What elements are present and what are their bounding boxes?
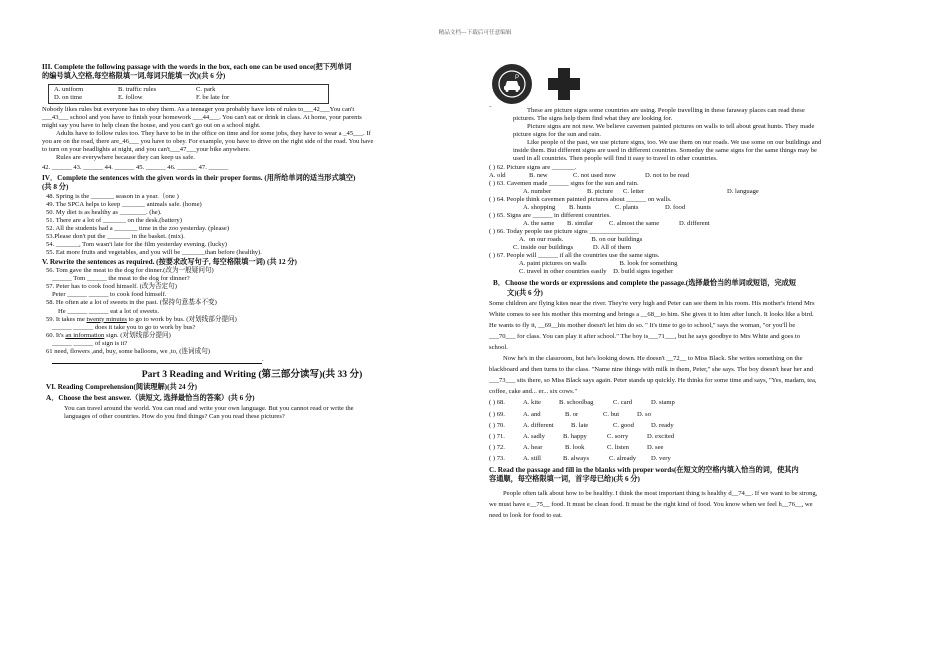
option-row[interactable]: A. on our roads. B. on our buildings <box>519 236 643 244</box>
option[interactable]: B. picture <box>587 188 614 196</box>
question-item: 56. Tom gave the meat to the dog for dinner.(改为一般疑问句) <box>46 267 214 275</box>
option[interactable]: C. sorry <box>607 432 629 440</box>
passage-line: to turn on your headlights at night, and you can't___47___your bike anywhere. <box>42 145 251 153</box>
question-item[interactable]: 52. All the students had a _______ time in the zoo yesterday. (please) <box>46 224 230 232</box>
section-5-title: V. Rewrite the sentences as required. (按要求改写句子, 每空格限填一词) (共 12 分) <box>42 258 297 266</box>
option[interactable]: D. food <box>665 204 686 212</box>
question-item[interactable]: 53.Please don't put the _______ in the basket. (mix). <box>46 232 185 240</box>
question-item: ( ) 63. Cavemen made ______ signs for the sun and rain. <box>489 180 639 188</box>
option[interactable]: D. so <box>637 410 651 418</box>
passage-line: ___73___ sits there, so Miss Black says again. Peter stands up quickly. He thinks for some time and says, "Yes, madam, tea, <box>489 377 817 385</box>
section-4-title: IV．Complete the sentences with the given words in their proper forms. (用所给单词的适当形式填空) (共 8 分) <box>42 174 356 192</box>
option[interactable]: B. similar <box>567 220 594 228</box>
option[interactable]: C. plants <box>615 204 639 212</box>
option[interactable]: A. sadly <box>523 432 545 440</box>
passage-line: These are picture signs some countries are using. People travelling in these faraway places can read these <box>527 106 805 114</box>
passage-line: blackboard and then turns to the class. "Name nine things with milk in them, Peter," she says. The boy doesn't hear her and <box>489 366 814 374</box>
option[interactable]: A. still <box>523 454 541 462</box>
question-item[interactable]: 50. My diet is as healthy as ________. (he). <box>46 208 162 216</box>
option[interactable]: C. already <box>609 454 637 462</box>
option[interactable]: A. hear <box>523 443 543 451</box>
option[interactable]: A. kite <box>523 399 541 407</box>
car-icon <box>498 70 526 98</box>
option[interactable]: D. stamp <box>651 399 675 407</box>
passage-line: pictures. The signs help them find what they are looking for. <box>513 114 673 122</box>
option-row <box>523 188 909 196</box>
passage-line: ___70___ for class. You can play it after school." The boy is___71___, but he says goodbye to Mrs White and goes to <box>489 333 801 341</box>
option[interactable]: D. see <box>647 443 664 451</box>
option-row <box>523 204 909 212</box>
question-item: ( ) 67. People will ______ if all the countries use the same signs. <box>489 252 660 260</box>
question-item: ( ) 68. A. kite B. schoolbag C. card D. stamp <box>489 399 675 407</box>
question-item: 60. It's an information sign. (对划线部分提问) <box>46 331 171 339</box>
section-b-title: B．Choose the words or expressions and complete the passage.(选择最恰当的单词或短语，完成短 文)(共 6 分) <box>493 279 797 297</box>
answer-line[interactable]: Peter ______ ______ to cook food himself. <box>52 291 167 299</box>
passage-line: you are on the road, there are_46___ you have to obey. For example, you have to drive on the right side of the road. You have <box>42 137 374 145</box>
option[interactable]: D. excited <box>647 432 675 440</box>
option[interactable]: B. or <box>565 410 579 418</box>
option[interactable]: B. happy <box>563 432 587 440</box>
dash-mark: – <box>489 104 492 110</box>
passage-line: Rules are everywhere because they can keep us safe. <box>56 153 195 161</box>
right-column <box>489 62 909 520</box>
question-item: ( ) 64. People think cavemen painted pictures about ______ on walls. <box>489 196 672 204</box>
option-row[interactable]: C. inside our buildings D. All of them <box>513 244 631 252</box>
option-row <box>489 172 909 180</box>
word-option: E. follow <box>118 93 143 101</box>
answer-line[interactable]: . <box>52 356 462 364</box>
option[interactable]: C. card <box>613 399 633 407</box>
answer-line[interactable]: ______ ______ of sign is it? <box>52 339 128 347</box>
passage-line: Picture signs are not new. We believe cavemen painted pictures on walls to tell about great hunts. They made <box>527 122 815 130</box>
passage-line: Nobody likes rules but everyone has to obey them. As a teenager you probably have lots of rules to___42___You can't <box>42 105 355 113</box>
question-item: ( ) 72. A. hear B. look C. listen D. see <box>489 443 664 451</box>
passage-line: Now he's in the classroom, but he's looking down. He doesn't __72__ to Miss Black. She writes something on the <box>503 355 803 363</box>
question-item[interactable]: 54. _______, Tom wasn't late for the film yesterday evening. (lucky) <box>46 240 227 248</box>
passage-line: picture signs for the sun and rain. <box>513 130 602 138</box>
picture-signs <box>492 62 909 106</box>
word-option: D. on time <box>54 93 83 101</box>
option[interactable]: C. not used now <box>573 172 616 180</box>
part-3-title: Part 3 Reading and Writing (第三部分读写)(共 33 分) <box>141 368 363 380</box>
question-item: 57. Peter has to cook food himself. (改为否定句) <box>46 283 177 291</box>
question-item: 61 need, flowers ,and, buy, some balloons, we ,to, (连词成句) <box>46 347 211 355</box>
option[interactable]: C. letter <box>623 188 645 196</box>
passage-line: coffee, cake and... er... six cows." <box>489 388 578 396</box>
option[interactable]: A. and <box>523 410 541 418</box>
word-option: F. be late for <box>196 93 230 101</box>
parking-sign-icon <box>492 64 532 104</box>
cross-icon <box>542 62 586 106</box>
question-item[interactable]: 51. There are a lot of _______ on the desk.(battery) <box>46 216 182 224</box>
option[interactable]: B. late <box>571 421 589 429</box>
option[interactable]: C. but <box>603 410 620 418</box>
word-box-row <box>54 94 323 102</box>
answer-line[interactable]: He ______ ______ eat a lot of sweets. <box>58 307 160 315</box>
option[interactable]: D. different <box>679 220 710 228</box>
passage-line: People often talk about how to be healthy. I think the most important thing is healthy d__74__. If we want to be strong, <box>503 490 818 498</box>
option-row[interactable]: C. travel in other countries easily D. build signs together <box>519 268 674 276</box>
question-item: ( ) 65. Signs are ______ in different countries. <box>489 212 611 220</box>
word-option: C. park <box>196 85 216 93</box>
option[interactable]: D. language <box>727 188 759 196</box>
passage-line: school. <box>489 344 508 352</box>
option[interactable]: D. ready <box>651 421 674 429</box>
passage-line: used in all countries. Then people will find it easy to travel in other countries. <box>513 155 718 162</box>
question-item[interactable]: 48. Spring is the _______ season in a year.（one ) <box>46 192 179 200</box>
option-row <box>523 220 909 228</box>
passage-line: need to look for food to eat. <box>489 512 563 520</box>
passage-line: You can travel around the world. You can read and write your own language. But you cannot read or write the <box>64 405 354 413</box>
option[interactable]: B. always <box>563 454 590 462</box>
option[interactable]: A. number <box>523 188 552 196</box>
question-item: 58. He often ate a lot of sweets in the past. (保持句意基本不变) <box>46 299 217 307</box>
passage-line: we must have e__75__ food. It must be clean food. It must be the right kind of food. You know when we feel h__76__, we <box>489 501 813 509</box>
passage-line: inside them. But different signs are used in different countries. Someday the same signs for the same things may be <box>513 146 817 154</box>
option[interactable]: A. different <box>523 421 554 429</box>
question-list <box>489 399 909 462</box>
word-box-row <box>54 86 323 94</box>
passage-line: He wants to fly it, __69__his mother doesn't let him do so. " It's time to go to school," says the woman, "or you'll be <box>489 322 796 330</box>
option[interactable]: A. old <box>489 172 506 180</box>
question-item: ( ) 73. A. still B. always C. already D. very <box>489 454 671 462</box>
option[interactable]: A. the same <box>523 220 555 228</box>
option[interactable]: B. new <box>529 172 548 180</box>
question-item: ( ) 66. Today people use picture signs _______________ <box>489 228 639 236</box>
section-6-title: VI. Reading Comprehension(阅读理解)(共 24 分) <box>46 383 198 392</box>
passage-line: Adults have to follow rules too. They have to be in the office on time and for some jobs, they have to wear a _45___. If <box>56 129 371 137</box>
question-item: ( ) 71. A. sadly B. happy C. sorry D. excited <box>489 432 675 440</box>
section-c-title: C. Read the passage and fill in the blanks with proper words(在短文的空格内填入恰当的词，使其内 容通顺，每空格限填一词，首字母已给)(共 6 分) <box>489 465 799 484</box>
word-option: B. traffic rules <box>118 85 157 93</box>
option[interactable]: A. shopping <box>523 204 556 212</box>
option[interactable]: B. hunts <box>569 204 591 212</box>
answer-blanks[interactable]: 42. ______ 43. ______ 44. ______ 45. ______ 46. ______ 47. ______ <box>42 164 229 171</box>
answer-line[interactable]: ______ ______ does it take you to go to work by bus? <box>52 323 196 331</box>
option[interactable]: C. good <box>613 421 634 429</box>
svg-text:P: P <box>515 75 520 81</box>
option[interactable]: D. very <box>651 454 671 462</box>
passage-line: White comes to see his mother this morning and brings a __68__to him. She gives it to him after lunch. It looks like a bird. <box>489 311 814 319</box>
question-item[interactable]: 49. The SPCA helps to keep _______ animals safe. (home) <box>46 200 202 208</box>
writing-line[interactable] <box>52 358 262 364</box>
passage-line: ___43___ school and you have to finish your homework ___44___. You can't eat or drink in class. At home, your parents <box>42 113 362 121</box>
section-6a-title: A．Choose the best answer.（读短文, 选择最恰当的答案）(共 6 分) <box>46 393 255 402</box>
option-row[interactable]: A. paint pictures on walls B. look for something <box>519 260 678 268</box>
word-option: A. uniform <box>54 85 84 93</box>
question-item[interactable]: 55. Eat more fruits and vegetables, and you will be _______than before (healthy). <box>46 248 262 256</box>
option[interactable]: B. look <box>565 443 585 451</box>
question-item: ( ) 69. A. and B. or C. but D. so <box>489 410 651 418</box>
question-item: ( ) 70. A. different B. late C. good D. ready <box>489 421 674 429</box>
passage-line: Like people of the past, we use picture signs, too. We use them on our roads. We use some on our buildings and <box>527 138 822 146</box>
question-item: ( ) 62. Picture signs are _______. <box>489 164 577 172</box>
passage-line: languages of other countries. How do you find things? Can you read these pictures? <box>64 413 285 421</box>
question-item: 59. It takes me twenty minutes to go to work by bus. (对划线部分提问) <box>46 315 237 323</box>
option[interactable]: C. almost the same <box>609 220 660 228</box>
option[interactable]: D. not to be read <box>645 172 690 180</box>
option[interactable]: B. schoolbag <box>559 399 594 407</box>
page-header: 精品文档---下载后可任意编辑 <box>438 30 512 36</box>
answer-line[interactable]: ______ Tom ______ the meat to the dog for dinner? <box>52 275 190 283</box>
passage-line: Some children are flying kites near the river. They're very high and Peter can see them in his room. His mother's friend Mrs <box>489 300 815 308</box>
word-box <box>48 84 329 104</box>
left-column <box>42 62 462 421</box>
option[interactable]: C. listen <box>607 443 629 451</box>
passage-line: might say you have to help clean the house, and you can't go out on a school night. <box>42 121 261 129</box>
section-3-title: III. Complete the following passage with the words in the box, each one can be used once(把下列单词 的编号填入空格,每空格限填一词,每词只能填一次)(共 6 分) <box>42 63 352 81</box>
